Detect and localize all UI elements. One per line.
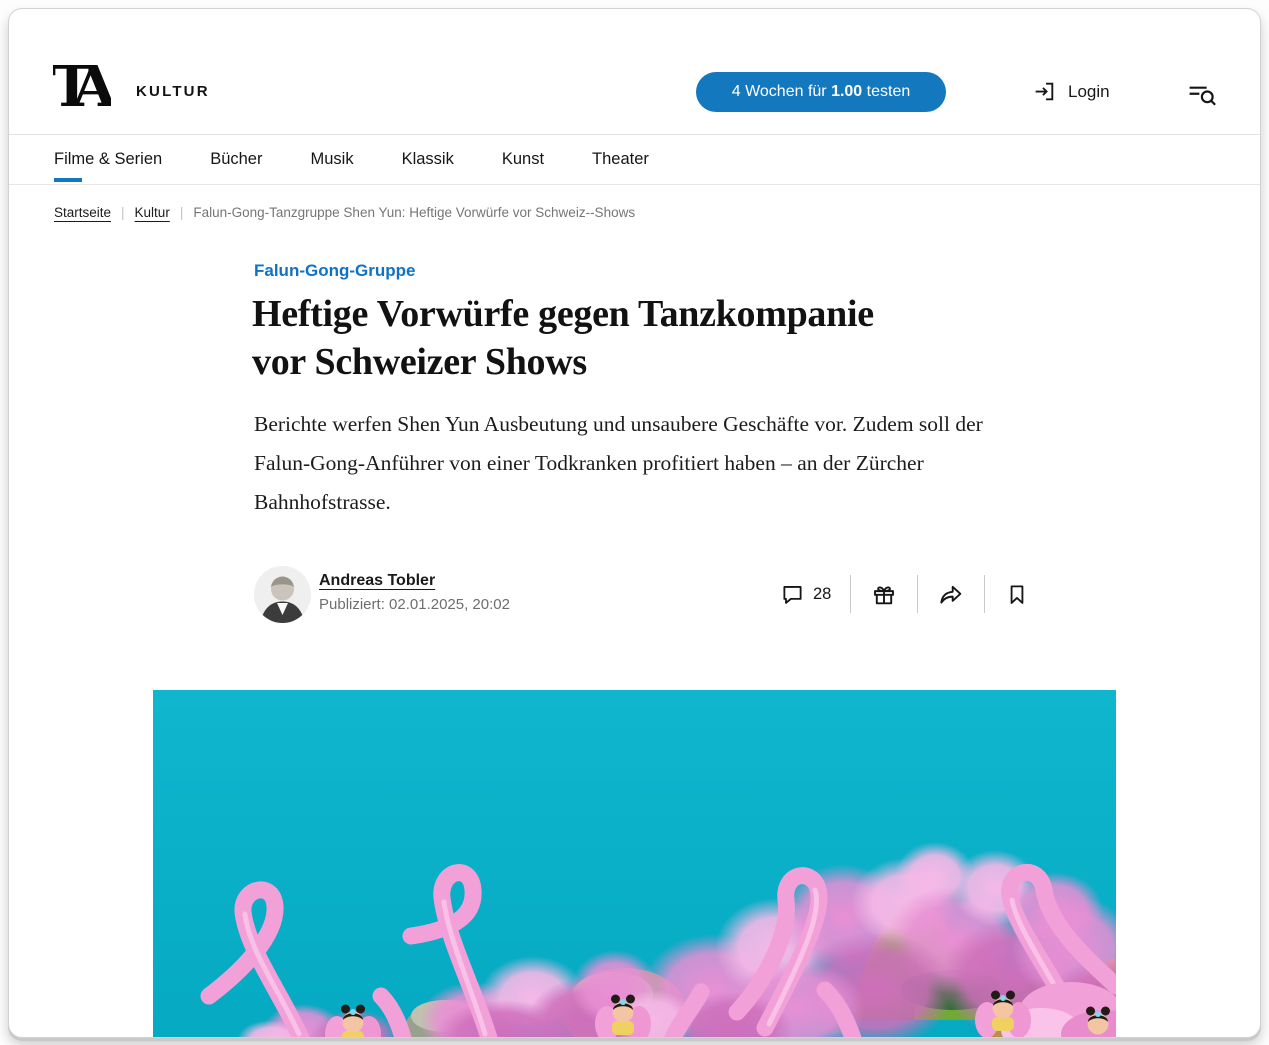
tab-musik[interactable]: Musik [310, 150, 354, 168]
author-name[interactable]: Andreas Tobler [319, 572, 436, 589]
trial-price: 1.00 [831, 83, 863, 100]
article-lead: Berichte werfen Shen Yun Ausbeutung und unsaubere Geschäfte vor. Zudem soll der Falun-Gong-Anführer von einer Todkranken profitiert haben – an der Zürcher Bahnhofstrasse. [254, 412, 983, 514]
title-line-2: vor Schweizer Shows [252, 341, 587, 383]
action-divider [850, 575, 851, 613]
action-divider [984, 575, 985, 613]
breadcrumb [54, 205, 635, 220]
browser-window-card [8, 8, 1261, 1038]
breadcrumb-kultur[interactable]: Kultur [134, 205, 170, 220]
login-icon [1032, 79, 1057, 104]
tab-buecher[interactable]: Bücher [210, 150, 263, 168]
breadcrumb-startseite[interactable]: Startseite [54, 205, 112, 220]
tab-klassik[interactable]: Klassik [401, 150, 454, 168]
article-actions [779, 574, 1030, 614]
hero-illustration [153, 690, 1116, 1038]
search-icon [1187, 81, 1219, 109]
trial-text-suffix: testen [862, 83, 911, 100]
tab-kunst[interactable]: Kunst [501, 150, 545, 168]
login-button[interactable] [1032, 79, 1110, 104]
search-button[interactable] [1187, 81, 1219, 109]
bookmark-icon [1004, 581, 1030, 608]
active-tab-indicator [54, 178, 82, 182]
hero-image [153, 690, 1116, 1038]
article-title [252, 290, 1042, 386]
gift-icon [870, 581, 898, 608]
trial-text-prefix: 4 Wochen für [731, 83, 832, 100]
tab-theater[interactable]: Theater [592, 150, 649, 168]
breadcrumb-separator: | [121, 205, 125, 220]
breadcrumb-current: Falun-Gong-Tanzgruppe Shen Yun: Heftige Vorwürfe vor Schweiz--Shows [193, 205, 636, 220]
header-divider [9, 134, 1260, 135]
share-button[interactable] [937, 581, 965, 608]
svg-text:TA: TA [53, 57, 100, 117]
author-avatar [254, 566, 311, 623]
ta-logo-glyph [53, 57, 111, 117]
share-icon [937, 581, 965, 608]
title-line-1: Heftige Vorwürfe gegen Tanzkompanie [252, 293, 874, 335]
comments-button[interactable] [779, 581, 831, 607]
publish-date: Publiziert: 02.01.2025, 20:02 [319, 596, 510, 613]
nav-divider [9, 184, 1260, 185]
trial-offer-button[interactable] [696, 72, 946, 112]
breadcrumb-separator: | [179, 205, 184, 220]
article-kicker[interactable]: Falun-Gong-Gruppe [254, 261, 416, 280]
login-label: Login [1068, 81, 1110, 101]
author-portrait [254, 566, 311, 623]
action-divider [917, 575, 918, 613]
section-nav [54, 150, 649, 169]
tab-filme-serien[interactable]: Filme & Serien [54, 150, 163, 168]
ta-logo[interactable] [53, 57, 111, 117]
gift-article-button[interactable] [870, 581, 898, 608]
section-title: KULTUR [136, 83, 210, 100]
comment-icon [779, 581, 806, 607]
comment-count: 28 [813, 584, 832, 603]
bookmark-button[interactable] [1004, 581, 1030, 608]
